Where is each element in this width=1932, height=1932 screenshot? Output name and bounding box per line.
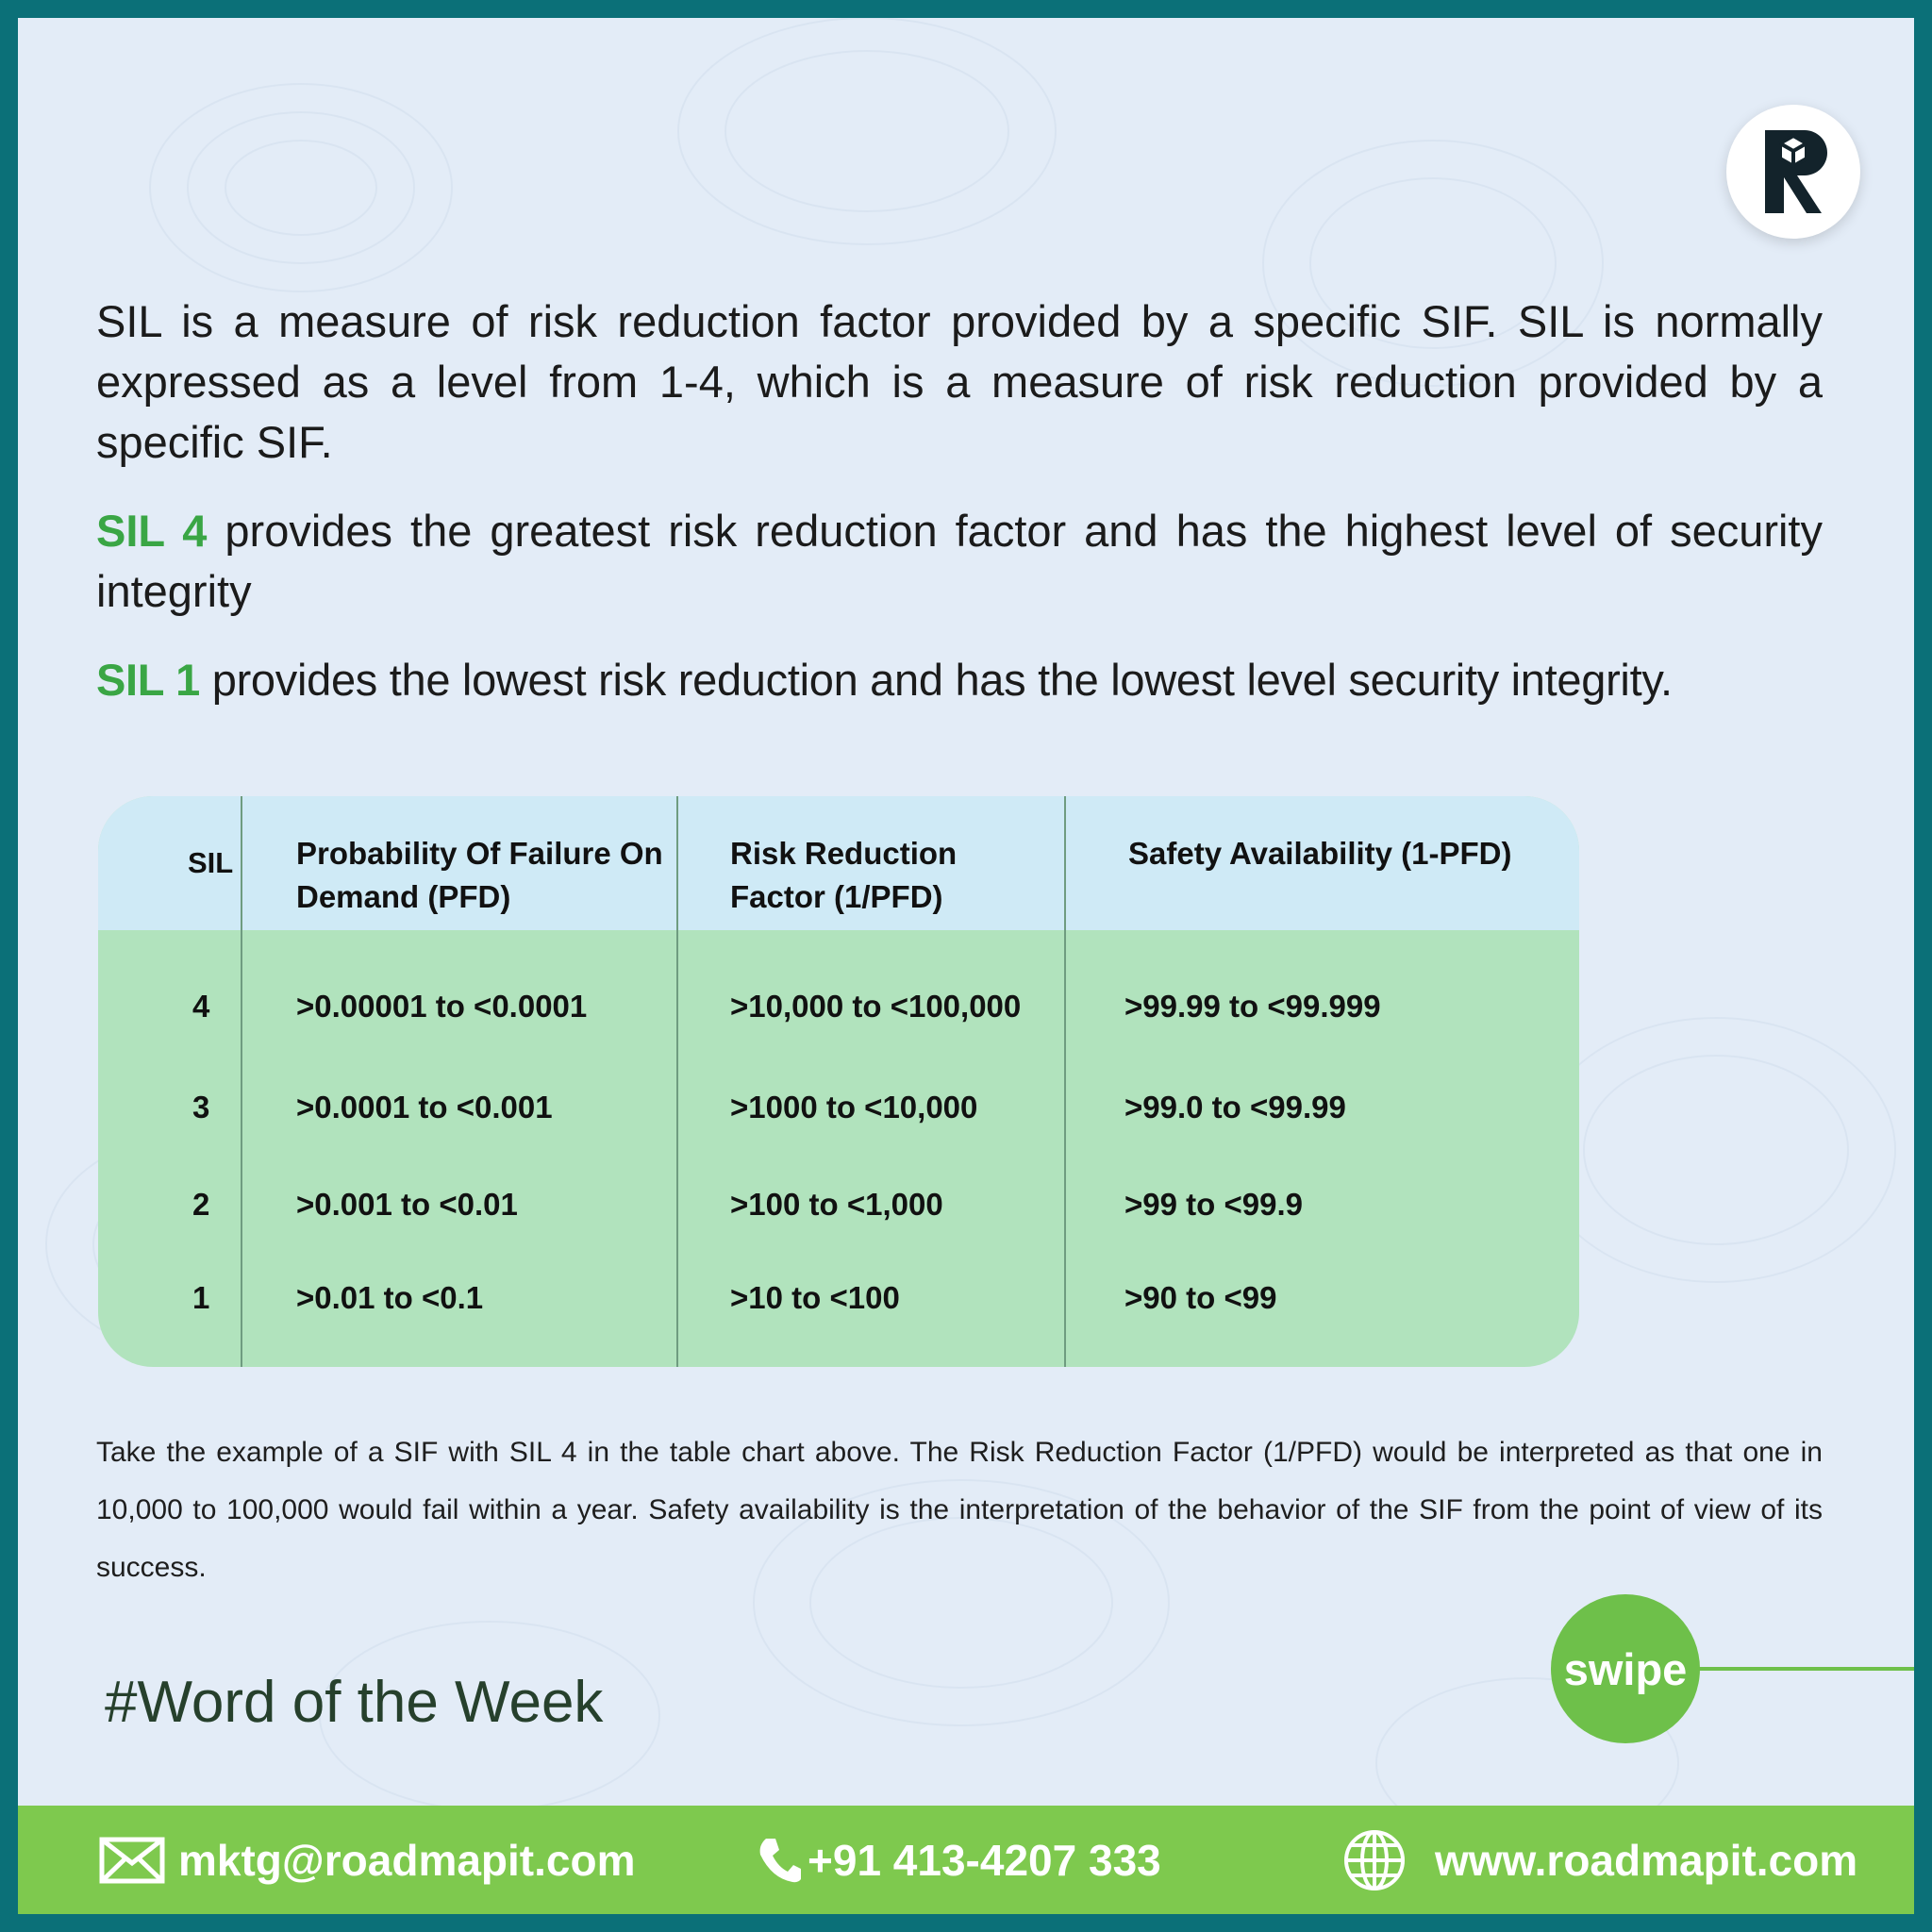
roadmap-logo[interactable] [1726, 105, 1860, 239]
table-cell-pfd: >0.0001 to <0.001 [296, 1090, 553, 1124]
globe-icon [1342, 1828, 1407, 1892]
table-cell-availability: >99 to <99.9 [1124, 1187, 1303, 1222]
phone-icon [757, 1836, 802, 1885]
table-cell-availability: >99.0 to <99.99 [1124, 1090, 1346, 1124]
header-sil: SIL [188, 846, 234, 879]
table-cell-rrf: >10,000 to <100,000 [730, 989, 1022, 1024]
header-risk-reduction: Risk Reduction Factor (1/PFD) [730, 836, 958, 914]
footer-website[interactable] [1342, 1806, 1857, 1914]
envelope-icon [99, 1837, 165, 1884]
table-cell-sil: 4 [192, 989, 210, 1024]
intro-paragraph-3 [96, 650, 1823, 710]
table-cell-availability: >99.99 to <99.999 [1124, 989, 1381, 1024]
page [18, 18, 1914, 1914]
header-pfd: Probability Of Failure On Demand (PFD) [296, 836, 663, 914]
sil4-highlight: SIL 4 [96, 506, 208, 556]
table-cell-pfd: >0.001 to <0.01 [296, 1187, 518, 1222]
swipe-line [1697, 1667, 1914, 1671]
table-cell-sil: 2 [192, 1187, 210, 1222]
footer-phone[interactable] [757, 1806, 1161, 1914]
footer-email[interactable] [99, 1806, 635, 1914]
contact-footer [18, 1806, 1914, 1914]
intro-text [96, 291, 1823, 739]
column-divider [241, 796, 242, 1367]
table-cell-sil: 3 [192, 1090, 210, 1124]
intro-paragraph-1: SIL is a measure of risk reduction factor provided by a specific SIF. SIL is normally expressed as a level from 1-4, which is a measure of risk reduction provided by a specific SIF. [96, 296, 1823, 467]
table-cell-pfd: >0.01 to <0.1 [296, 1280, 484, 1315]
swipe-button[interactable]: swipe [1551, 1594, 1700, 1743]
table-cell-sil: 1 [192, 1280, 210, 1315]
table-cell-pfd: >0.00001 to <0.0001 [296, 989, 588, 1024]
intro-paragraph-3-text: provides the lowest risk reduction and has the lowest level security integrity. [199, 655, 1673, 705]
column-divider [1064, 796, 1066, 1367]
table-cell-rrf: >10 to <100 [730, 1280, 900, 1315]
sil1-highlight: SIL 1 [96, 655, 200, 705]
header-safety-availability: Safety Availability (1-PFD) [1128, 836, 1512, 871]
website-text: www.roadmapit.com [1435, 1835, 1858, 1885]
table-cell-rrf: >100 to <1,000 [730, 1187, 943, 1222]
intro-paragraph-2-text: provides the greatest risk reduction factor and has the highest level of security integrity [96, 506, 1823, 616]
example-note: Take the example of a SIF with SIL 4 in the table chart above. The Risk Reduction Factor (1/PFD) would be interpreted as that one in 10,000 to 100,000 would fail within a year. Safety availability is the interpretation of the behavior of the SIF from the point of view of its success. [96, 1437, 1823, 1583]
roadmap-r-logo-icon [1756, 126, 1831, 217]
table-cell-rrf: >1000 to <10,000 [730, 1090, 978, 1124]
email-text: mktg@roadmapit.com [178, 1835, 636, 1885]
phone-text: +91 413-4207 333 [808, 1835, 1161, 1885]
column-divider [676, 796, 678, 1367]
intro-paragraph-2 [96, 501, 1823, 622]
sil-table [98, 796, 1579, 1367]
word-of-the-week-title: #Word of the Week [105, 1670, 604, 1735]
table-cell-availability: >90 to <99 [1124, 1280, 1277, 1315]
